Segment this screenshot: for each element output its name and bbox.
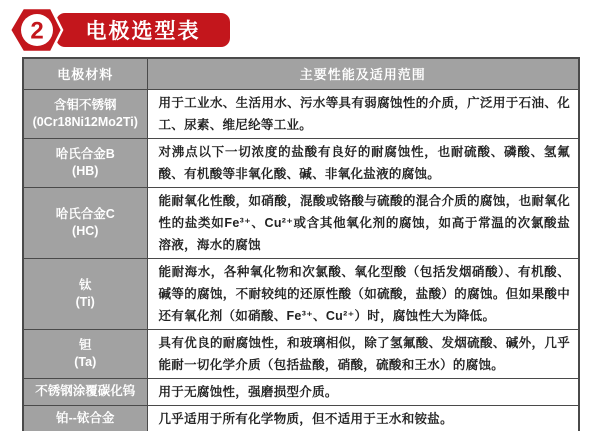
material-name: 钽 — [78, 337, 92, 352]
material-cell — [23, 138, 147, 187]
material-cell — [23, 89, 147, 138]
number-badge-hexagon-icon — [8, 4, 64, 56]
description-cell: 几乎适用于所有化学物质，但不适用于王水和铵盐。 — [147, 405, 579, 431]
material-cell — [23, 258, 147, 329]
table-row — [23, 405, 579, 431]
column-header-performance: 主要性能及适用范围 — [147, 58, 579, 89]
section-title-pill — [56, 13, 230, 47]
material-code: (HB) — [72, 163, 99, 178]
electrode-selection-table — [22, 57, 580, 431]
table-body — [23, 89, 579, 431]
description-cell: 能耐海水，各种氧化物和次氯酸、氧化型酸（包括发烟硝酸）、有机酸、碱等的腐蚀，不耐较纯的还原性酸（如硫酸，盐酸）的腐蚀。但如果酸中还有氧化剂（如硝酸、Fe³⁺、Cu²⁺）时，腐蚀性大为降低。 — [147, 258, 579, 329]
material-cell — [23, 378, 147, 405]
table-row — [23, 89, 579, 138]
badge-number: 2 — [30, 17, 44, 45]
table-row — [23, 329, 579, 378]
section-title: 电极选型表 — [85, 20, 201, 43]
material-cell — [23, 329, 147, 378]
table-row — [23, 378, 579, 405]
material-name: 铂--铱合金 — [56, 411, 115, 425]
description-cell: 用于无腐蚀性，强磨损型介质。 — [147, 378, 579, 405]
description-cell: 用于工业水、生活用水、污水等具有弱腐蚀性的介质，广泛用于石油、化工、尿素、维尼纶等工业。 — [147, 89, 579, 138]
description-cell: 对沸点以下一切浓度的盐酸有良好的耐腐蚀性，也耐硫酸、磷酸、氢氟酸、有机酸等非氧化酸、碱、非氧化盐液的腐蚀。 — [147, 138, 579, 187]
table-row — [23, 138, 579, 187]
column-header-material: 电极材料 — [23, 58, 147, 89]
description-cell: 能耐氧化性酸，如硝酸，混酸或铬酸与硫酸的混合介质的腐蚀，也耐氧化性的盐类如Fe³⁺、Cu²⁺或含其他氧化剂的腐蚀，如高于常温的次氯酸盐溶液，海水的腐蚀 — [147, 187, 579, 258]
material-code: (Ti) — [75, 294, 95, 309]
material-code: (Ta) — [74, 354, 97, 369]
material-cell — [23, 187, 147, 258]
material-name: 哈氏合金B — [55, 146, 115, 161]
table-row — [23, 187, 579, 258]
header-row — [23, 58, 579, 89]
table-row — [23, 258, 579, 329]
material-name: 不锈钢涂覆碳化钨 — [35, 384, 136, 398]
table-head — [23, 58, 579, 89]
material-cell — [23, 405, 147, 431]
material-name: 钛 — [78, 277, 92, 292]
description-cell: 具有优良的耐腐蚀性，和玻璃相似，除了氢氟酸、发烟硫酸、碱外，几乎能耐一切化学介质（包括盐酸，硝酸，硫酸和王水）的腐蚀。 — [147, 329, 579, 378]
material-name: 哈氏合金C — [55, 206, 115, 221]
material-code: (HC) — [72, 223, 99, 238]
material-code: (0Cr18Ni12Mo2Ti) — [32, 114, 138, 129]
material-name: 含钼不锈钢 — [53, 97, 117, 112]
